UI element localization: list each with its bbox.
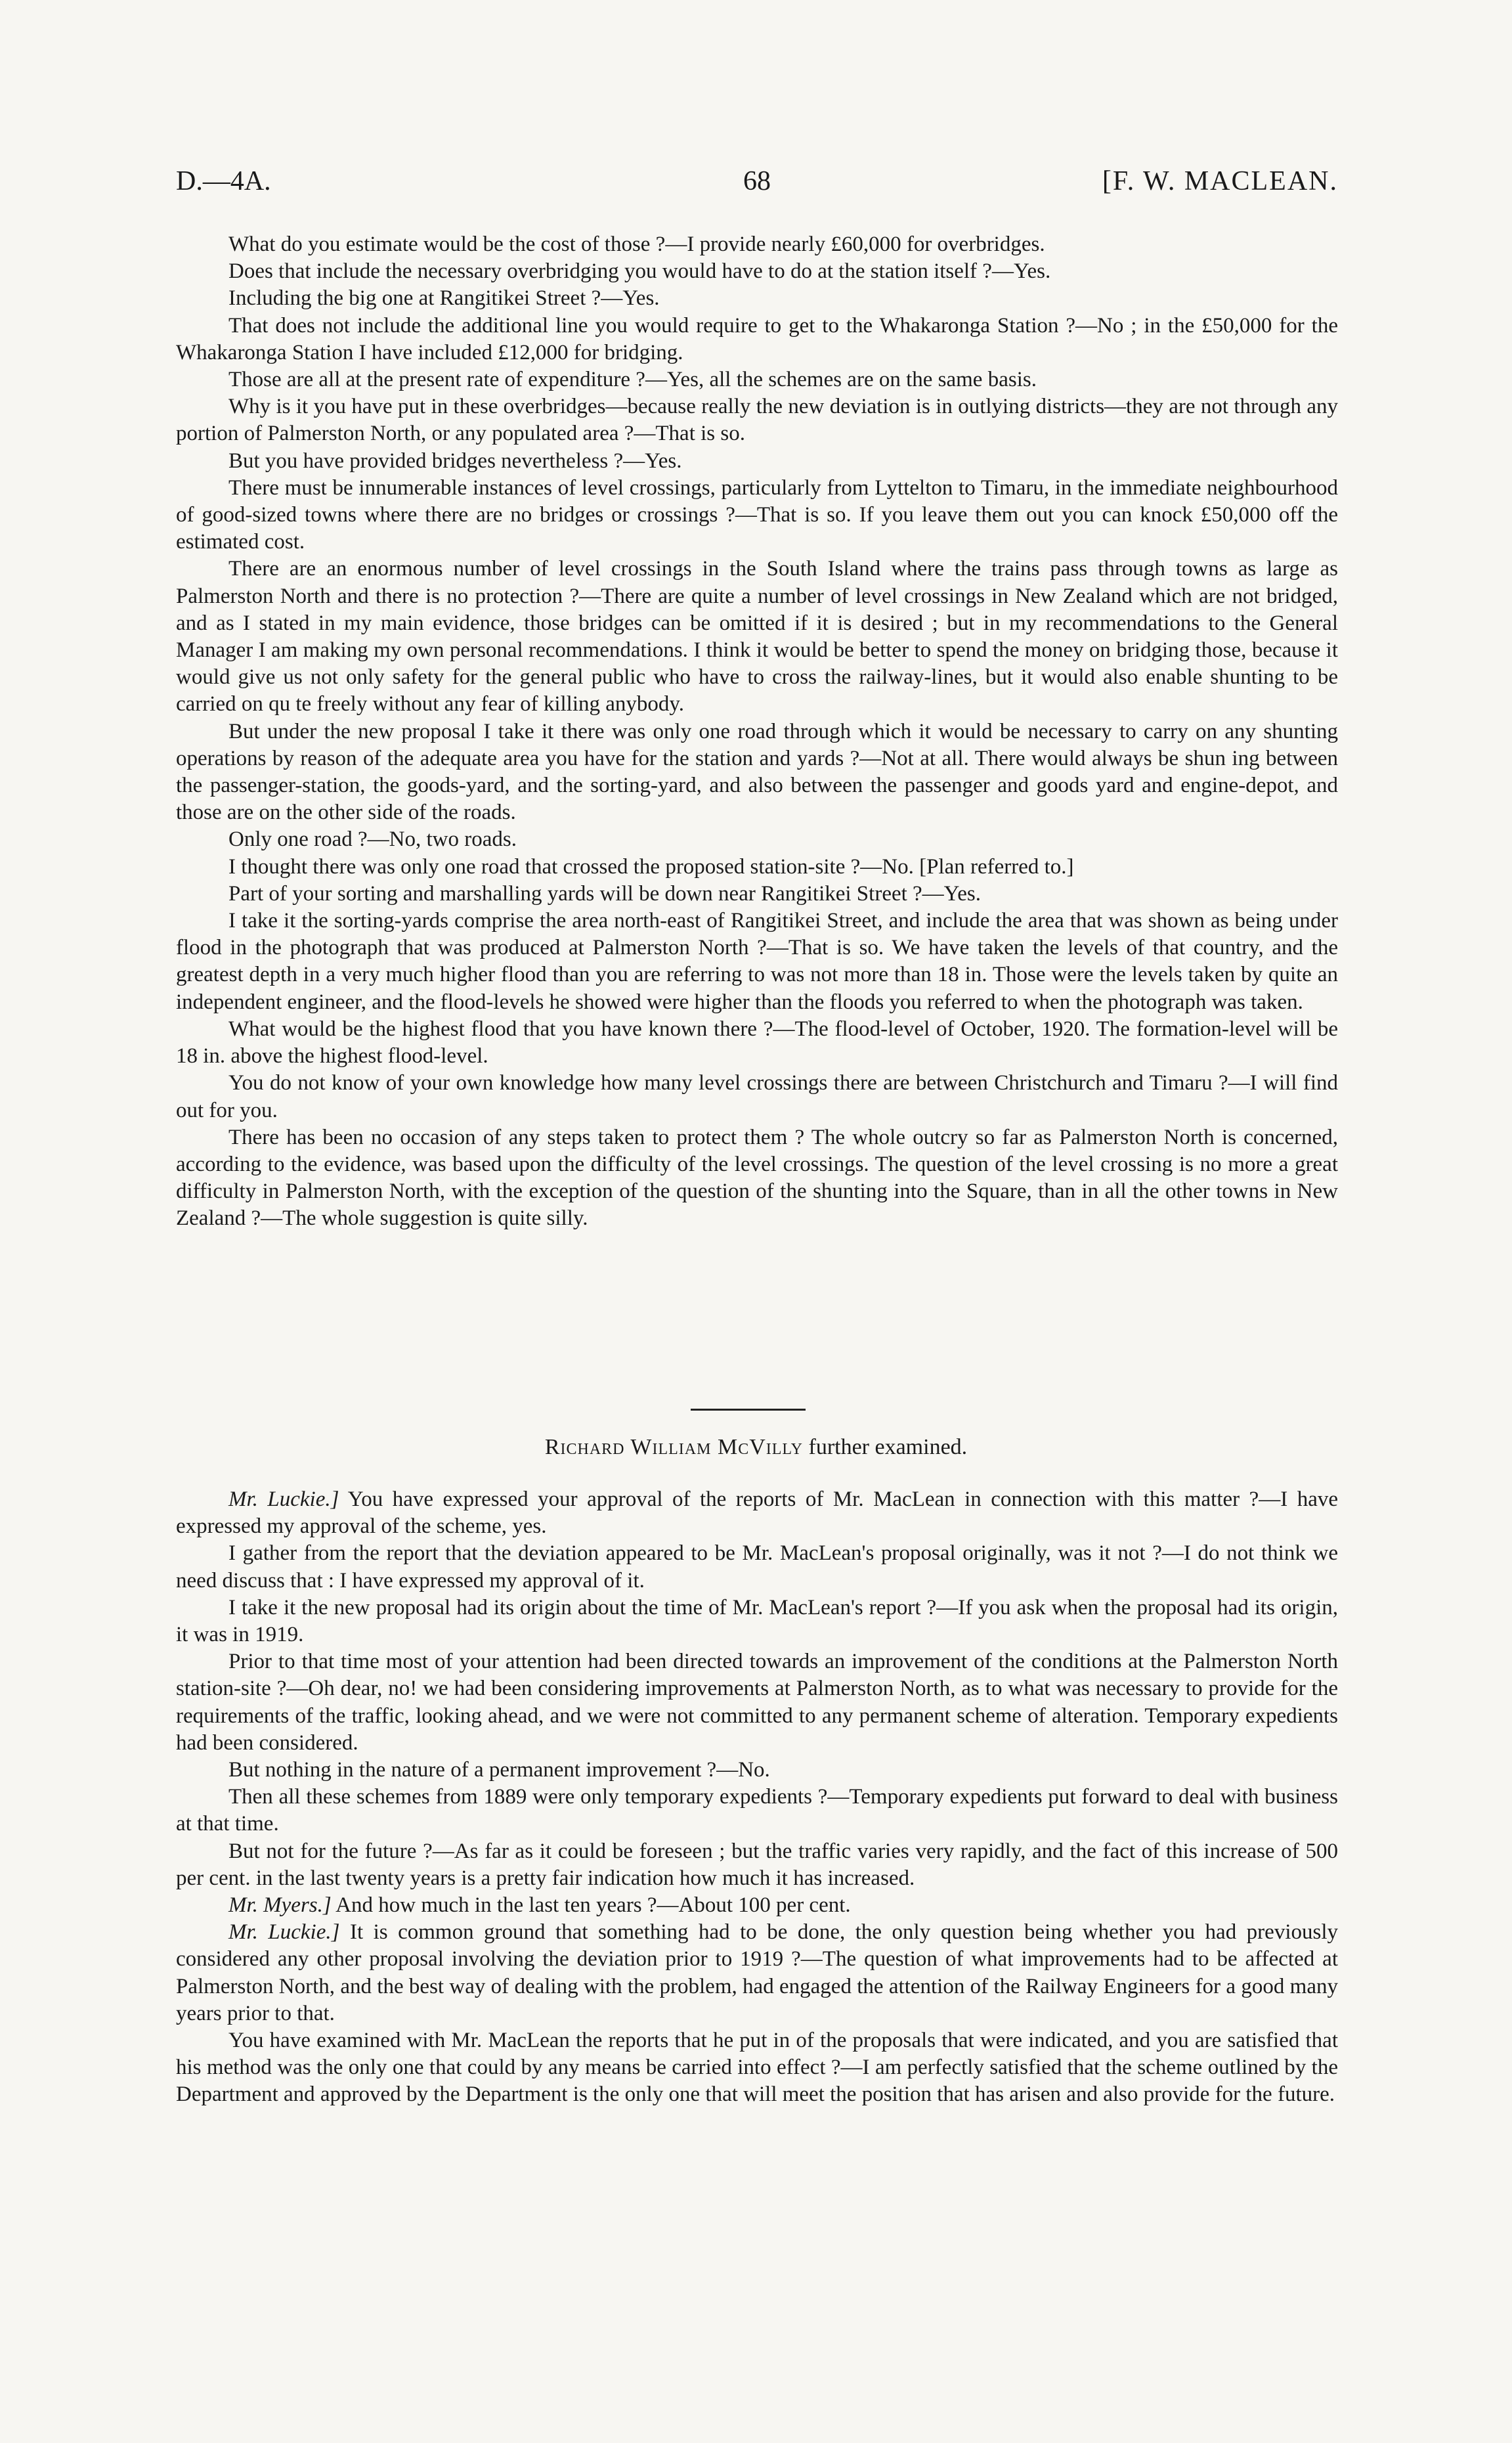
paragraph: What do you estimate would be the cost of those ?—I provide nearly £60,000 for overbridges.	[228, 232, 1045, 256]
paragraph-text: But not for the future ?—As far as it could be foreseen ; but the traffic varies very rapidly, and the fact of this increase of 500 per cent. in the last twenty years is a pretty fair indication how much it has increased.	[176, 1839, 1338, 1890]
speaker-label: Mr. Luckie.]	[228, 1920, 340, 1945]
paragraph	[176, 1648, 1338, 1757]
paragraph: Including the big one at Rangitikei Street ?—Yes.	[228, 286, 660, 311]
paragraph: There has been no occasion of any steps taken to protect them ? The whole outcry so far as Palmerston North is concerned, according to the evidence, was based upon the difficulty of the level crossings. The question of the level crossing is no more a great difficulty in Palmerston North, with the exception of the question of the shunting into the Square, than in all the other towns in New Zealand ?—The whole suggestion is quite silly.	[176, 1125, 1338, 1231]
witness-heading-suffix: further examined.	[808, 1435, 968, 1459]
paragraph	[176, 1838, 1338, 1892]
paragraph	[176, 1784, 1338, 1838]
paragraph: Why is it you have put in these overbridges—because really the new deviation is in outlying districts—they are not through any portion of Palmerston North, or any populated area ?—That is so.	[176, 395, 1338, 446]
paragraph-text: But nothing in the nature of a permanent improvement ?—No.	[228, 1758, 770, 1782]
paragraph: Does that include the necessary overbridging you would have to do at the station itself ?—Yes.	[228, 259, 1051, 284]
paragraph: But under the new proposal I take it there was only one road through which it would be necessary to carry on any shunting operations by reason of the adequate area you have for the station and yards ?—Not at all. There would always be shun ing between the passenger-station, the goods-yard, and the sorting-yard, and also between the passenger and goods yard and engine-depot, and those are on the other side of the roads.	[176, 719, 1338, 825]
paragraph: Part of your sorting and marshalling yards will be down near Rangitikei Street ?—Yes.	[228, 881, 981, 906]
section-divider	[691, 1409, 806, 1411]
paragraph-text: I gather from the report that the deviation appeared to be Mr. MacLean's proposal originally, was it not ?—I do not think we need discuss that : I have expressed my approval of it.	[176, 1541, 1338, 1593]
paragraph-text: Prior to that time most of your attention had been directed towards an improvement of the conditions at the Palmerston North station-site ?—Oh dear, no! we had been considering improvements at Palmerston North, as to what was necessary to provide for the requirements of the traffic, looking ahead, and we were not committed to any permanent scheme of alteration. Temporary expedients had been considered.	[176, 1650, 1338, 1755]
paragraph-text: You have expressed your approval of the reports of Mr. MacLean in connection with this matter ?—I have expressed my approval of the scheme, yes.	[176, 1487, 1339, 1539]
paragraph: There must be innumerable instances of level crossings, particularly from Lyttelton to Timaru, in the immediate neighbourhood of good-sized towns where there are no bridges or crossings ?—That is so. If you leave them out you can knock £50,000 off the estimated cost.	[176, 475, 1338, 554]
paragraph-text: I take it the new proposal had its origin about the time of Mr. MacLean's report ?—If you ask when the proposal had its origin, it was in 1919.	[176, 1595, 1338, 1647]
paragraph	[176, 1595, 1338, 1648]
speaker-label: Mr. Luckie.]	[228, 1487, 339, 1511]
testimony-section-2	[176, 1486, 1338, 2109]
witness-name: Richard William McVilly	[544, 1435, 803, 1459]
witness-running-head: [F. W. MACLEAN.	[1102, 166, 1338, 196]
paragraph: But you have provided bridges nevertheless ?—Yes.	[228, 449, 682, 473]
witness-heading	[0, 1433, 1512, 1462]
paragraph	[176, 1757, 1338, 1784]
document-reference: D.—4A.	[176, 166, 271, 196]
testimony-section-1	[176, 231, 1338, 1233]
paragraph: Only one road ?—No, two roads.	[228, 827, 517, 852]
paragraph	[176, 1919, 1338, 2027]
paragraph	[176, 1892, 1338, 1919]
paragraph: What would be the highest flood that you have known there ?—The flood-level of October, 1920. The formation-level will be 18 in. above the highest flood-level.	[176, 1017, 1338, 1068]
paragraph: You do not know of your own knowledge how many level crossings there are between Christchurch and Timaru ?—I will find out for you.	[176, 1071, 1338, 1122]
paragraph-text: You have examined with Mr. MacLean the reports that he put in of the proposals that were indicated, and you are satisfied that his method was the only one that could by any means be carried into effect ?—I am perfectly satisfied that the scheme outlined by the Department and approved by the Department is the only one that will meet the position that has arisen and also provide for the future.	[176, 2029, 1338, 2107]
paragraph: I take it the sorting-yards comprise the area north-east of Rangitikei Street, and include the area that was shown as being under flood in the photograph that was produced at Palmerston North ?—That is so. We have taken the levels of that country, and the greatest depth in a very much higher flood than you are referring to was not more than 18 in. Those were the levels taken by quite an independent engineer, and the flood-levels he showed were higher than the floods you referred to when the photograph was taken.	[176, 909, 1338, 1014]
paragraph: That does not include the additional line you would require to get to the Whakaronga Station ?—No ; in the £50,000 for the Whakaronga Station I have included £12,000 for bridging.	[176, 313, 1338, 364]
paragraph: I thought there was only one road that crossed the proposed station-site ?—No. [Plan referred to.]	[228, 854, 1074, 879]
paragraph: Those are all at the present rate of expenditure ?—Yes, all the schemes are on the same basis.	[228, 368, 1037, 392]
speaker-label: Mr. Myers.]	[228, 1893, 332, 1918]
paragraph	[176, 1540, 1338, 1594]
paragraph	[176, 1486, 1338, 1540]
paragraph	[176, 2027, 1338, 2109]
paragraph: There are an enormous number of level crossings in the South Island where the trains pass through towns as large as Palmerston North and there is no protection ?—There are quite a number of level crossings in New Zealand which are not bridged, and as I stated in my main evidence, those bridges can be omitted if it is desired ; but in my recommendations to the General Manager I am making my own personal recommendations. I think it would be better to spend the money on bridging those, because it would give us not only safety for the general public who have to cross the railway-lines, but it would also enable shunting to be carried on qu te freely without any fear of killing anybody.	[176, 557, 1338, 716]
page-number: 68	[743, 166, 771, 196]
paragraph-text: And how much in the last ten years ?—About 100 per cent.	[335, 1893, 851, 1918]
paragraph-text: Then all these schemes from 1889 were only temporary expedients ?—Temporary expedients put forward to deal with business at that time.	[176, 1785, 1338, 1836]
paragraph-text: It is common ground that something had to be done, the only question being whether you had previously considered any other proposal involving the deviation prior to 1919 ?—The question of what improvements had to be affected at Palmerston North, and the best way of dealing with the problem, had engaged the attention of the Railway Engineers for a good many years prior to that.	[176, 1920, 1338, 2025]
page-header	[176, 165, 1338, 205]
